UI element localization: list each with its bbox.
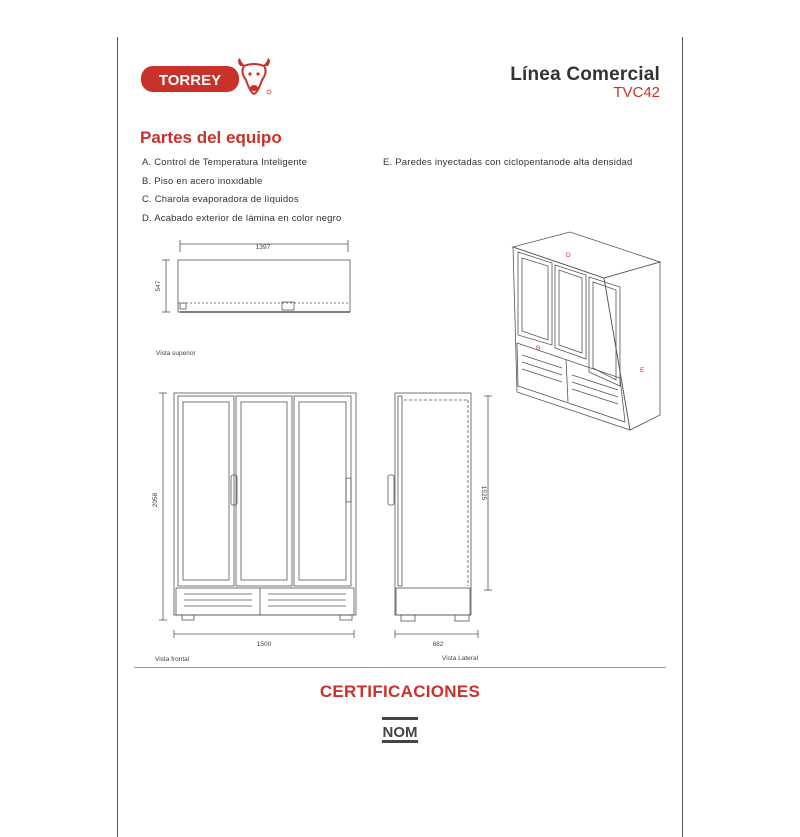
nom-certification-badge — [381, 716, 419, 744]
part-item-d: D. Acabado exterior de lámina en color negro — [142, 212, 342, 224]
page-title: Línea Comercial — [510, 64, 660, 85]
parts-heading: Partes del equipo — [140, 128, 282, 147]
divider — [134, 667, 666, 668]
top-width-dim: 1397 — [255, 244, 271, 251]
part-item-a: A. Control de Temperatura Inteligente — [142, 157, 308, 168]
side-view-label: Vista Lateral — [442, 655, 479, 662]
side-height-dim: 1525 — [480, 485, 487, 501]
top-view-label: Vista superior — [156, 350, 196, 357]
side-view-drawing — [388, 393, 492, 638]
part-item-c: C. Charola evaporadora de líquidos — [142, 194, 299, 205]
side-depth-dim: 682 — [432, 641, 444, 648]
front-height-dim: 2058 — [152, 492, 159, 508]
part-item-b: B. Piso en acero inoxidable — [142, 175, 263, 187]
front-view-label: Vista frontal — [155, 656, 190, 663]
isometric-view-drawing — [513, 232, 660, 430]
nom-badge-text: NOM — [382, 724, 418, 741]
certifications-heading: CERTIFICACIONES — [319, 682, 481, 701]
part-item-e: E. Paredes inyectadas con ciclopentanode alta densidad — [383, 157, 633, 168]
iso-letter-e: E — [640, 367, 645, 374]
iso-letter-d: D — [566, 252, 571, 259]
front-width-dim: 1500 — [256, 641, 272, 648]
top-depth-dim: 547 — [155, 280, 162, 292]
iso-letter-b: B — [536, 345, 541, 352]
model-number: TVC42 — [613, 84, 660, 101]
front-view-drawing — [159, 393, 356, 638]
logo-text: TORREY — [158, 72, 222, 89]
